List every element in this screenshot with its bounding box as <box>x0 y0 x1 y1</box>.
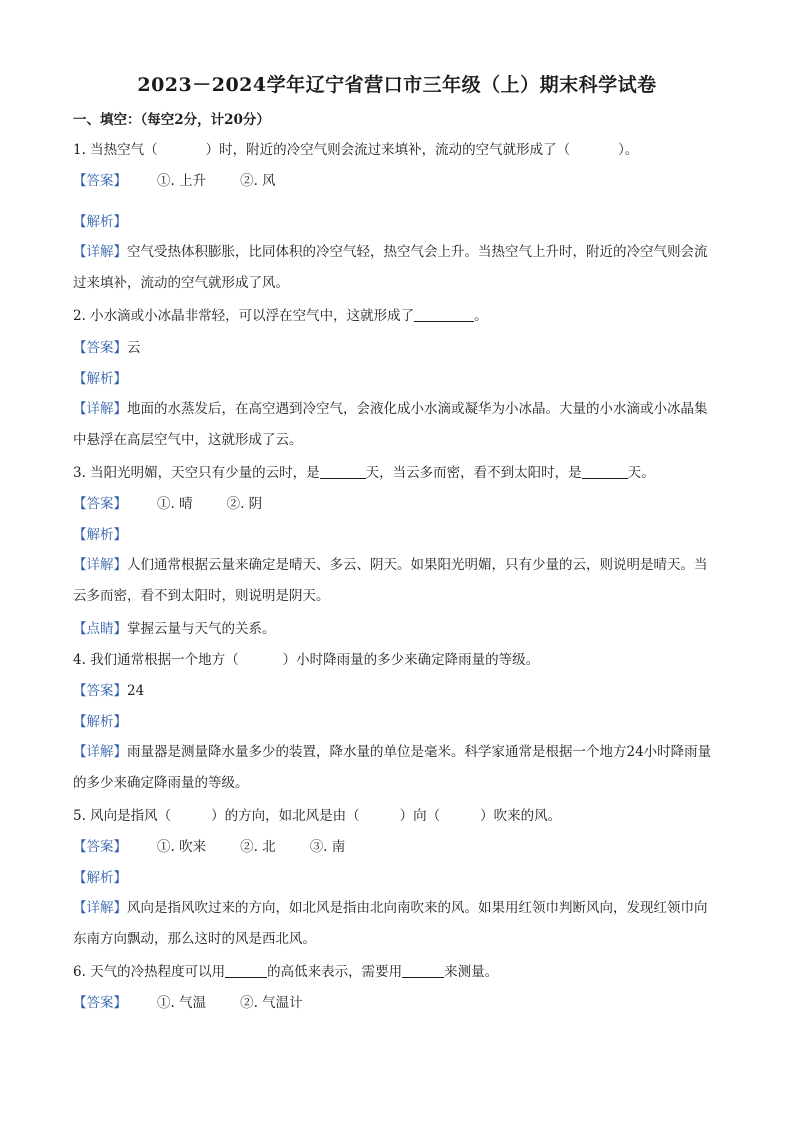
answer-blank <box>320 464 366 479</box>
answer-6: 【答案】 ①. 气温 ②. 气温计 <box>73 995 303 1011</box>
analysis-4: 【解析】 <box>73 714 127 730</box>
page-title: 2023－2024学年辽宁省营口市三年级（上）期末科学试卷 <box>137 74 657 96</box>
detail-1: 【详解】空气受热体积膨胀，比同体积的冷空气轻，热空气会上升。当热空气上升时，附近的冷空气则会流过来填补，流动的空气就形成了风。 <box>73 244 708 291</box>
question-5: 5. 风向是指风（ ）的方向，如北风是由（ ）向（ ）吹来的风。 <box>73 808 562 824</box>
question-3: 3. 当阳光明媚，天空只有少量的云时，是 天，当云多而密，看不到太阳时，是 天。 <box>73 465 655 481</box>
answer-5: 【答案】 ①. 吹来 ②. 北 ③. 南 <box>73 839 346 855</box>
analysis-3: 【解析】 <box>73 527 127 543</box>
question-1: 1. 当热空气（ ）时，附近的冷空气则会流过来填补，流动的空气就形成了（ ）。 <box>73 142 639 158</box>
detail-4: 【详解】雨量器是测量降水量多少的装置，降水量的单位是毫米。科学家通常是根据一个地方24小时降雨量的多少来确定降雨量的等级。 <box>73 744 712 791</box>
answer-2: 【答案】云 <box>73 340 141 356</box>
analysis-2: 【解析】 <box>73 371 127 387</box>
analysis-5: 【解析】 <box>73 870 127 886</box>
detail-3: 【详解】人们通常根据云量来确定是晴天、多云、阴天。如果阳光明媚，只有少量的云，则说明是晴天。当云多而密，看不到太阳时，则说明是阴天。 <box>73 557 708 604</box>
section-heading: 一、填空：（每空2分，计20分） <box>73 112 270 128</box>
tip-3: 【点睛】掌握云量与天气的关系。 <box>73 621 276 637</box>
answer-blank <box>225 963 267 978</box>
detail-5: 【详解】风向是指风吹过来的方向，如北风是指由北向南吹来的风。如果用红领巾判断风向，发现红领巾向东南方向飘动，那么这时的风是西北风。 <box>73 900 708 947</box>
question-6: 6. 天气的冷热程度可以用 的高低来表示，需要用 来测量。 <box>73 964 499 980</box>
detail-2: 【详解】地面的水蒸发后，在高空遇到冷空气，会液化成小水滴或凝华为小冰晶。大量的小水滴或小冰晶集中悬浮在高层空气中，这就形成了云。 <box>73 401 708 448</box>
answer-1: 【答案】 ①. 上升 ②. 风 <box>73 173 276 189</box>
answer-4: 【答案】24 <box>73 683 145 699</box>
answer-3: 【答案】 ①. 晴 ②. 阴 <box>73 496 263 512</box>
question-4: 4. 我们通常根据一个地方（ ）小时降雨量的多少来确定降雨量的等级。 <box>73 652 540 668</box>
question-2: 2. 小水滴或小冰晶非常轻，可以浮在空气中，这就形成了 。 <box>73 308 488 324</box>
answer-blank <box>402 963 444 978</box>
analysis-1: 【解析】 <box>73 214 127 230</box>
answer-blank <box>582 464 628 479</box>
answer-label: 【答案】 <box>73 173 127 189</box>
answer-blank <box>414 307 474 322</box>
